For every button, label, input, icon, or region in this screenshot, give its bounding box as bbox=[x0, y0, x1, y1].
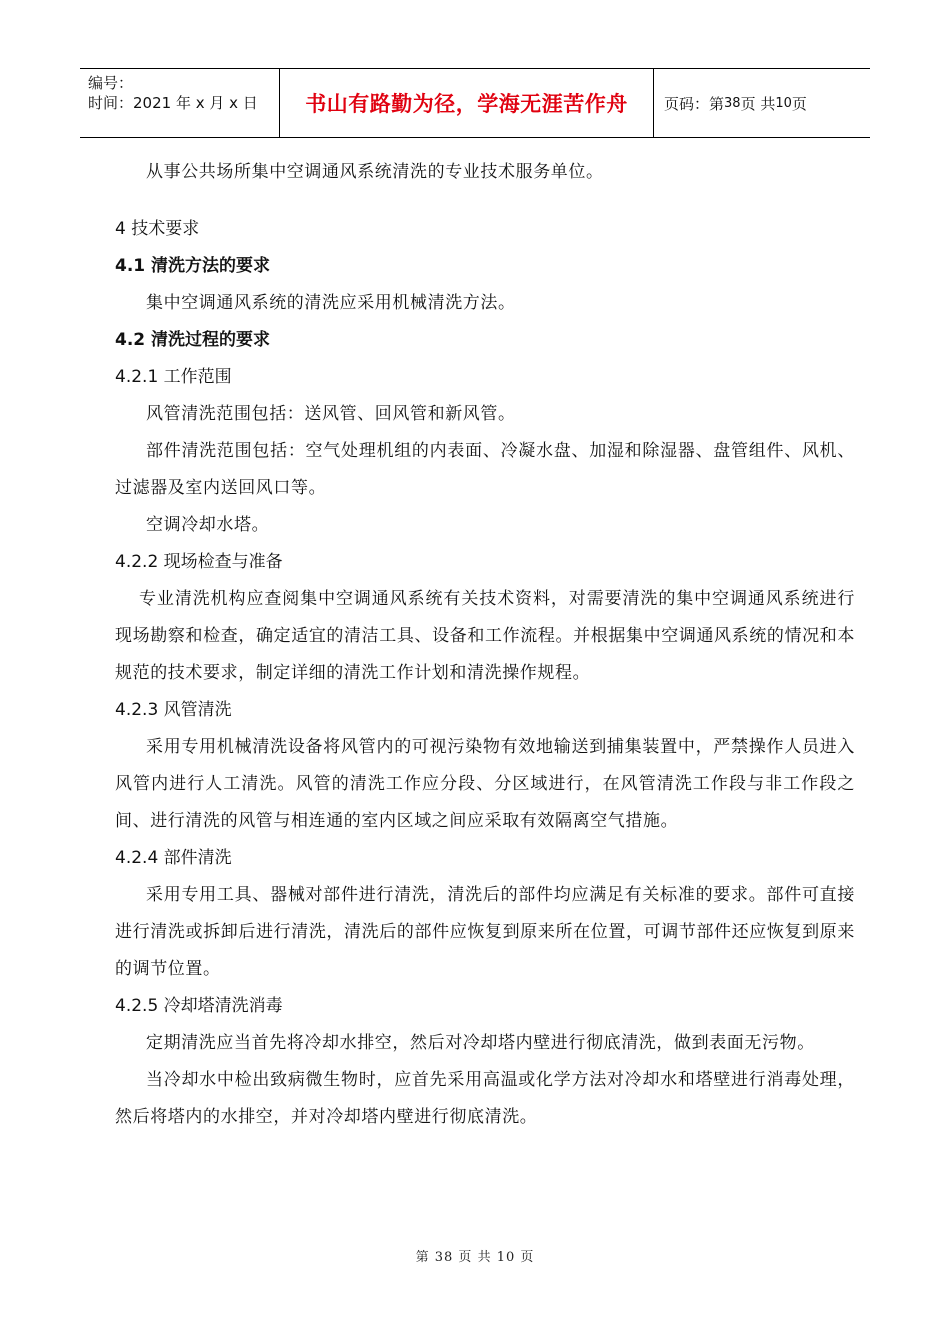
page-label-suffix: 页 bbox=[791, 94, 807, 113]
section-4-2-3-heading: 4.2.3 风管清洗 bbox=[115, 700, 232, 720]
page-total: 10 bbox=[775, 95, 792, 111]
section-4-1-heading: 4.1 清洗方法的要求 bbox=[115, 256, 271, 276]
header-page-number bbox=[654, 69, 870, 137]
document-body bbox=[115, 154, 855, 1136]
section-4-2-1-paragraph-3: 空调冷却水塔。 bbox=[146, 515, 270, 535]
page-footer: 第 38 页 共 10 页 bbox=[415, 1250, 535, 1265]
section-4-2-1-paragraph-2: 部件清洗范围包括：空气处理机组的内表面、冷凝水盘、加湿和除湿器、盘管组件、风机、过滤器及室内送回风口等。 bbox=[115, 441, 855, 498]
section-4-2-1-paragraph-1: 风管清洗范围包括：送风管、回风管和新风管。 bbox=[146, 404, 516, 424]
section-4-1-paragraph: 集中空调通风系统的清洗应采用机械清洗方法。 bbox=[146, 293, 516, 313]
header-meta bbox=[80, 69, 280, 137]
page-label-mid: 页 共 bbox=[740, 94, 776, 113]
page-label-prefix: 页码：第 bbox=[664, 94, 725, 113]
section-4-2-1-heading: 4.2.1 工作范围 bbox=[115, 367, 232, 387]
section-4-2-4-heading: 4.2.4 部件清洗 bbox=[115, 848, 232, 868]
page-header bbox=[80, 68, 870, 138]
section-4-2-4-paragraph: 采用专用工具、器械对部件进行清洗，清洗后的部件均应满足有关标准的要求。部件可直接进行清洗或拆卸后进行清洗，清洗后的部件应恢复到原来所在位置，可调节部件还应恢复到原来的调节位置。 bbox=[115, 885, 855, 979]
section-4-2-5-paragraph-1: 定期清洗应当首先将冷却水排空，然后对冷却塔内壁进行彻底清洗，做到表面无污物。 bbox=[146, 1033, 815, 1053]
document-time-label: 时间：2021 年 x 月 x 日 bbox=[88, 94, 258, 112]
page-current: 38 bbox=[724, 95, 741, 111]
section-4-2-5-heading: 4.2.5 冷却塔清洗消毒 bbox=[115, 996, 283, 1016]
section-4-2-2-heading: 4.2.2 现场检查与准备 bbox=[115, 552, 283, 572]
section-4-2-5-paragraph-2: 当冷却水中检出致病微生物时，应首先采用高温或化学方法对冷却水和塔壁进行消毒处理，然后将塔内的水排空，并对冷却塔内壁进行彻底清洗。 bbox=[115, 1070, 855, 1127]
document-number-label: 编号： bbox=[88, 74, 134, 92]
section-4-2-2-paragraph: 专业清洗机构应查阅集中空调通风系统有关技术资料，对需要清洗的集中空调通风系统进行现场勘察和检查，确定适宜的清洁工具、设备和工作流程。并根据集中空调通风系统的情况和本规范的技术要求，制定详细的清洗工作计划和清洗操作规程。 bbox=[115, 589, 855, 683]
intro-paragraph: 从事公共场所集中空调通风系统清洗的专业技术服务单位。 bbox=[146, 162, 604, 182]
section-4-heading: 4 技术要求 bbox=[115, 219, 200, 239]
header-motto: 书山有路勤为径，学海无涯苦作舟 bbox=[280, 69, 654, 137]
section-4-2-heading: 4.2 清洗过程的要求 bbox=[115, 330, 271, 350]
section-4-2-3-paragraph: 采用专用机械清洗设备将风管内的可视污染物有效地输送到捕集装置中，严禁操作人员进入风管内进行人工清洗。风管的清洗工作应分段、分区域进行，在风管清洗工作段与非工作段之间、进行清洗的风管与相连通的室内区域之间应采取有效隔离空气措施。 bbox=[115, 737, 855, 831]
